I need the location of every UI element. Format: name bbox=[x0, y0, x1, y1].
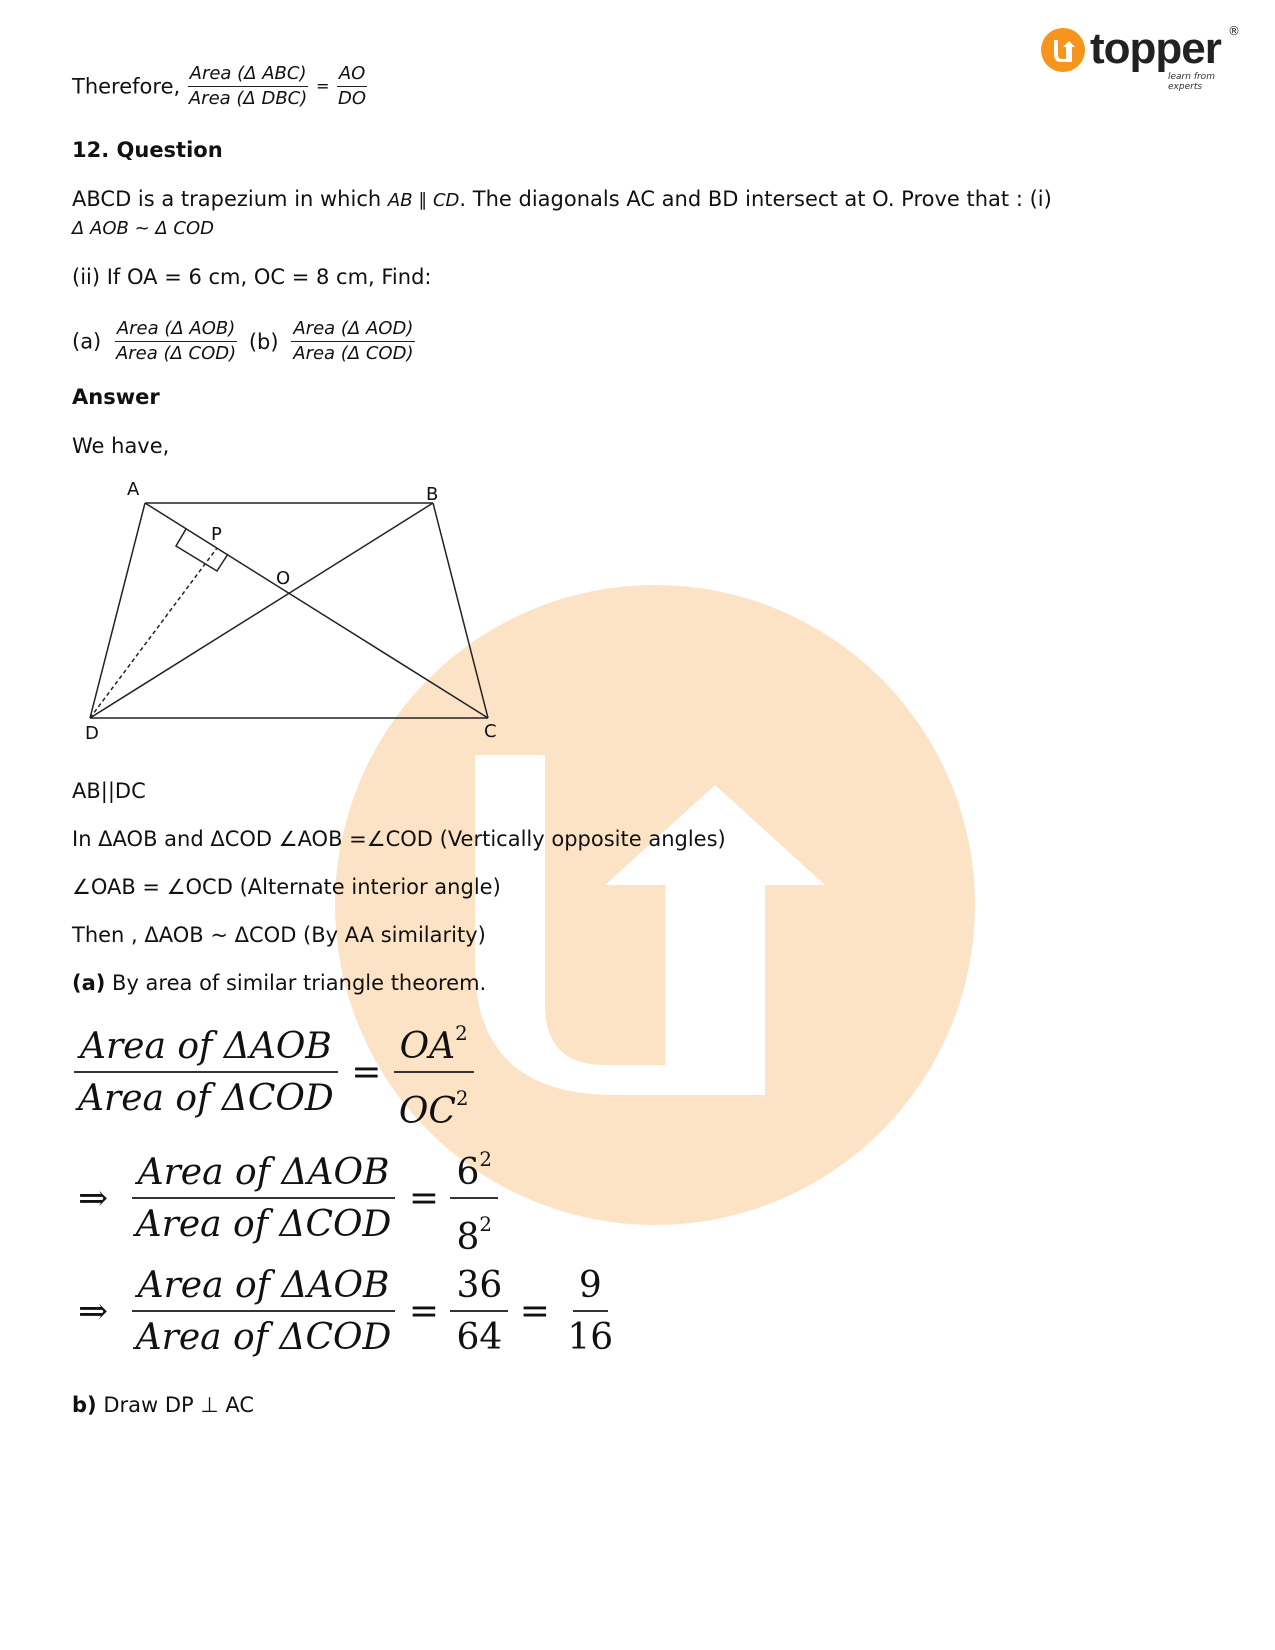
equation-2: ⇒ $\frac{\text{Area of ΔAOB}}{\text{Area of ΔCOD}}$ = $\frac{6^2}{8^2}$ bbox=[78, 1138, 498, 1260]
brand-tagline: learn from experts bbox=[1168, 72, 1215, 92]
ratio-b: $\frac{\text{Area (Δ AOD)}}{\text{Area (Δ COD)}}$ bbox=[293, 318, 414, 364]
brand-registered: ® bbox=[1228, 24, 1240, 38]
intro-prefix: Therefore, bbox=[72, 74, 181, 99]
question-line-2: Δ AOB ~ Δ COD bbox=[72, 218, 215, 239]
equation-1: $\frac{\text{Area of ΔAOB}}{\text{Area of ΔCOD}}$ = $\frac{OA^2}{OC^2}$ bbox=[72, 1012, 475, 1134]
intro-rhs-fraction: $\frac{AO}{DO}$ bbox=[338, 63, 367, 109]
side-bc bbox=[433, 503, 488, 718]
answer-line-3: ∠OAB = ∠OCD (Alternate interior angle) bbox=[72, 875, 501, 899]
brand-logo-text: topper bbox=[1090, 24, 1221, 73]
label-p: P bbox=[211, 524, 222, 545]
part-b-line: b) Draw DP ⊥ AC bbox=[72, 1393, 254, 1417]
ratio-a: $\frac{\text{Area (Δ AOB)}}{\text{Area (Δ COD)}}$ bbox=[115, 318, 237, 364]
diagonal-bd bbox=[90, 503, 433, 718]
question-part-2: (ii) If OA = 6 cm, OC = 8 cm, Find: bbox=[72, 265, 432, 289]
side-da bbox=[90, 503, 145, 718]
we-have: We have, bbox=[72, 434, 170, 458]
brand-logo bbox=[1040, 24, 1240, 92]
intro-fraction: $\frac{\text{Area (Δ ABC)}}{\text{Area (Δ DBC)}}$ bbox=[188, 63, 308, 109]
perpendicular-dp bbox=[90, 548, 217, 718]
answer-line-2: In ΔAOB and ΔCOD ∠AOB =∠COD (Vertically opposite angles) bbox=[72, 827, 726, 851]
label-c: C bbox=[484, 721, 497, 742]
intro-line bbox=[72, 62, 368, 111]
answer-heading: Answer bbox=[72, 385, 160, 409]
question-heading: 12. Question bbox=[72, 138, 223, 162]
trapezium-diagram bbox=[80, 470, 520, 770]
label-b: B bbox=[426, 484, 439, 505]
answer-line-4: Then , ΔAOB ~ ΔCOD (By AA similarity) bbox=[72, 923, 486, 947]
question-line-1: ABCD is a trapezium in which AB ∥ CD. The diagonals AC and BD intersect at O. Prove that : (i) bbox=[72, 187, 1052, 211]
brand-logo-icon bbox=[1040, 27, 1086, 73]
intro-eq: = bbox=[315, 76, 330, 96]
label-a: A bbox=[127, 479, 140, 500]
label-d: D bbox=[85, 723, 99, 744]
diagonal-ac bbox=[145, 503, 488, 718]
label-o: O bbox=[276, 568, 291, 589]
trapezium-figure bbox=[80, 470, 520, 770]
equation-3: ⇒ $\frac{\text{Area of ΔAOB}}{\text{Area of ΔCOD}}$ = $\frac{36}{64}$ = $\frac{9}{16}$ bbox=[78, 1265, 614, 1358]
answer-line-5: (a) By area of similar triangle theorem. bbox=[72, 971, 487, 995]
answer-line-1: AB||DC bbox=[72, 779, 146, 803]
question-ratios: (a) $\frac{\text{Area (Δ AOB)}}{\text{Area (Δ COD)}}$ (b) $\frac{\text{Area (Δ AOD)}}{\text{Area (Δ COD)}}$ bbox=[72, 318, 414, 364]
